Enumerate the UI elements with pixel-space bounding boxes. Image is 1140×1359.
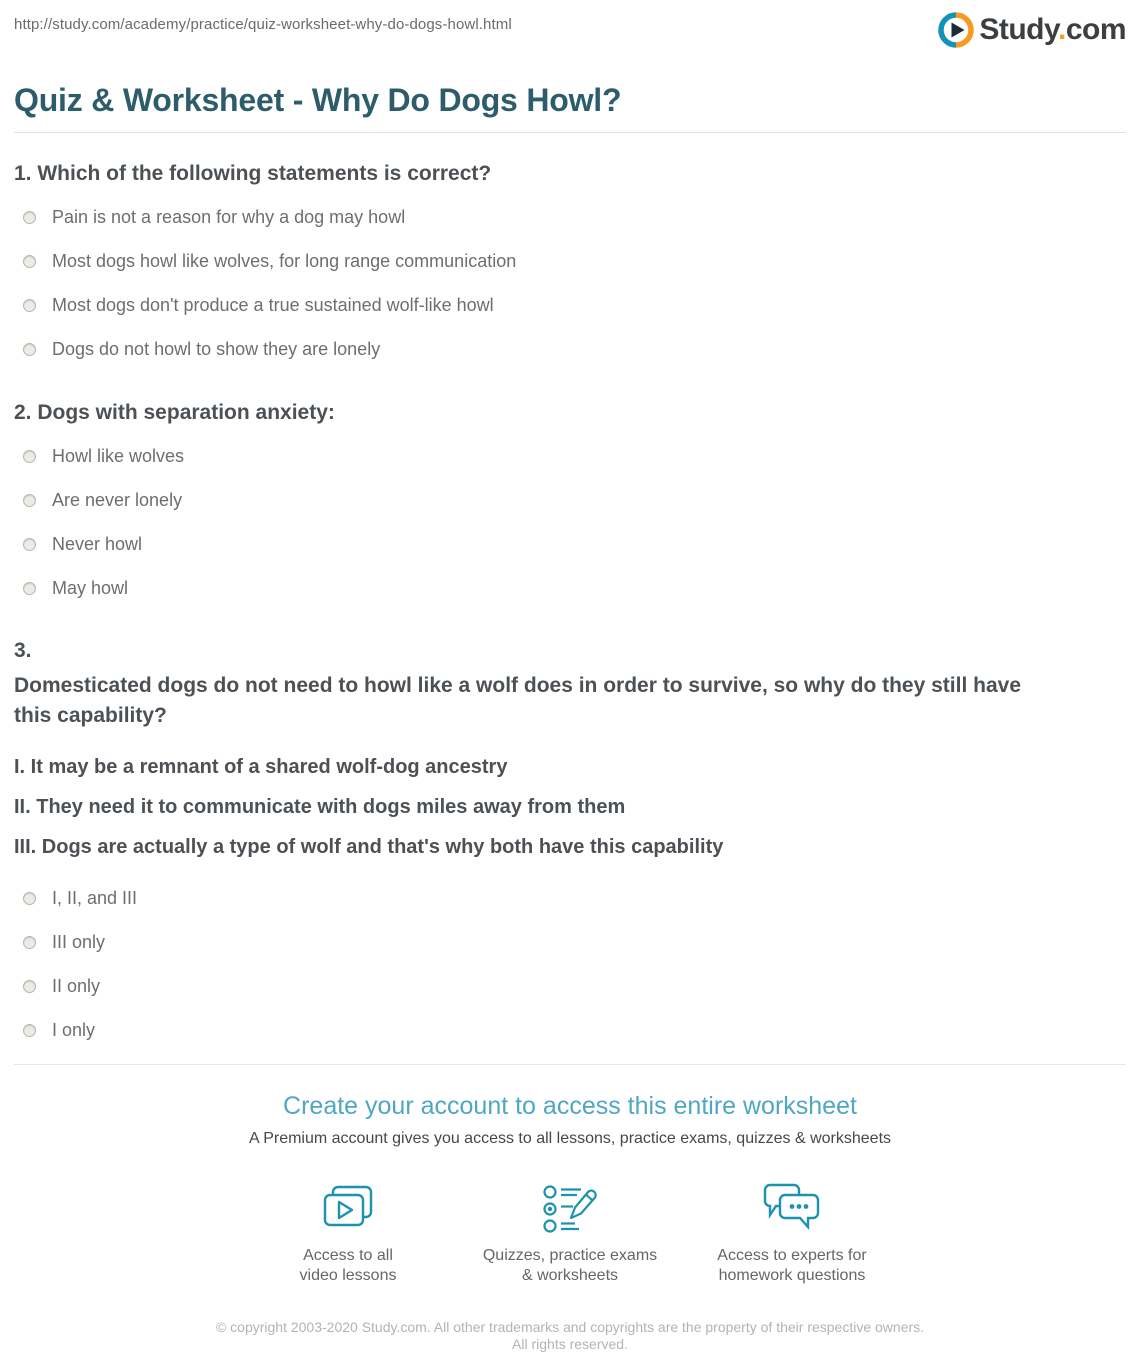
question-1-heading: 1. Which of the following statements is correct? xyxy=(14,162,492,185)
question-3-statement: Domesticated dogs do not need to howl like a wolf does in order to survive, so why do they still have this capability? xyxy=(14,674,1022,727)
roman-item-1: I. It may be a remnant of a shared wolf-dog ancestry xyxy=(14,756,508,778)
option-label: Most dogs don't produce a true sustained wolf-like howl xyxy=(52,295,494,315)
question-2-options xyxy=(14,446,1126,599)
page-url: http://study.com/academy/practice/quiz-worksheet-why-do-dogs-howl.html xyxy=(14,16,512,33)
question-3-number: 3. xyxy=(14,639,32,662)
feature-label-line: homework questions xyxy=(718,1267,866,1284)
feature-label-line: & worksheets xyxy=(521,1267,619,1284)
logo-com: com xyxy=(1065,13,1126,46)
option-label: Pain is not a reason for why a dog may howl xyxy=(52,207,406,227)
page-title: Quiz & Worksheet - Why Do Dogs Howl? xyxy=(14,82,622,118)
feature-video-lessons xyxy=(248,1180,448,1286)
answer-option[interactable] xyxy=(14,251,1126,272)
radio-button[interactable] xyxy=(23,211,36,224)
cta-subheading: A Premium account gives you access to all lessons, practice exams, quizzes & worksheets xyxy=(248,1130,892,1147)
answer-option[interactable] xyxy=(14,534,1126,555)
video-lessons-icon xyxy=(320,1180,376,1236)
radio-button[interactable] xyxy=(23,892,36,905)
option-label: Are never lonely xyxy=(52,490,183,510)
question-1-options xyxy=(14,207,1126,360)
option-label: Most dogs howl like wolves, for long range communication xyxy=(52,251,517,271)
radio-button[interactable] xyxy=(23,936,36,949)
cta-section xyxy=(14,1092,1126,1148)
cta-heading: Create your account to access this entire worksheet xyxy=(283,1092,857,1120)
radio-button[interactable] xyxy=(23,980,36,993)
title-divider xyxy=(14,132,1126,133)
chat-experts-icon xyxy=(761,1180,823,1236)
feature-label-line: video lessons xyxy=(299,1267,397,1284)
feature-label xyxy=(300,1246,397,1286)
question-3 xyxy=(14,639,1126,1041)
feature-label xyxy=(483,1246,657,1286)
answer-option[interactable] xyxy=(14,888,1126,909)
radio-button[interactable] xyxy=(23,299,36,312)
feature-quizzes-worksheets xyxy=(470,1180,670,1286)
option-label: I only xyxy=(52,1020,96,1040)
option-label: May howl xyxy=(52,578,129,598)
question-1 xyxy=(14,162,1126,360)
feature-list xyxy=(14,1180,1126,1286)
answer-option[interactable] xyxy=(14,339,1126,360)
radio-button[interactable] xyxy=(23,1024,36,1037)
study-com-logo[interactable] xyxy=(938,12,1126,48)
feature-expert-help xyxy=(692,1180,892,1286)
feature-label-line: Quizzes, practice exams xyxy=(482,1247,658,1264)
play-circle-logo-icon xyxy=(938,12,974,48)
radio-button[interactable] xyxy=(23,582,36,595)
logo-dot: . xyxy=(1057,13,1066,46)
roman-item-2: II. They need it to communicate with dogs miles away from them xyxy=(14,796,626,818)
feature-label-line: Access to experts for xyxy=(717,1247,867,1264)
radio-button[interactable] xyxy=(23,255,36,268)
answer-option[interactable] xyxy=(14,932,1126,953)
answer-option[interactable] xyxy=(14,1020,1126,1041)
option-label: III only xyxy=(52,932,106,952)
option-label: II only xyxy=(52,976,101,996)
copyright-notice: © copyright 2003-2020 Study.com. All other trademarks and copyrights are the property of their respective owners. All rights reserved. xyxy=(215,1319,925,1352)
answer-option[interactable] xyxy=(14,578,1126,599)
answer-option[interactable] xyxy=(14,976,1126,997)
answer-option[interactable] xyxy=(14,207,1126,228)
radio-button[interactable] xyxy=(23,343,36,356)
radio-button[interactable] xyxy=(23,538,36,551)
section-divider xyxy=(14,1064,1126,1065)
radio-button[interactable] xyxy=(23,450,36,463)
logo-study: Study xyxy=(979,13,1058,46)
question-3-options xyxy=(14,888,1126,1041)
radio-button[interactable] xyxy=(23,494,36,507)
logo-wordmark xyxy=(979,13,1126,47)
feature-label xyxy=(717,1246,866,1286)
answer-option[interactable] xyxy=(14,295,1126,316)
option-label: Howl like wolves xyxy=(52,446,185,466)
question-2 xyxy=(14,401,1126,599)
answer-option[interactable] xyxy=(14,490,1126,511)
quiz-worksheet-icon xyxy=(541,1180,599,1236)
option-label: I, II, and III xyxy=(52,888,138,908)
answer-option[interactable] xyxy=(14,446,1126,467)
roman-item-3: III. Dogs are actually a type of wolf and that's why both have this capability xyxy=(14,836,724,858)
option-label: Never howl xyxy=(52,534,143,554)
page-header xyxy=(14,12,1126,48)
feature-label-line: Access to all xyxy=(303,1247,393,1264)
option-label: Dogs do not howl to show they are lonely xyxy=(52,339,381,359)
question-2-heading: 2. Dogs with separation anxiety: xyxy=(14,401,335,424)
